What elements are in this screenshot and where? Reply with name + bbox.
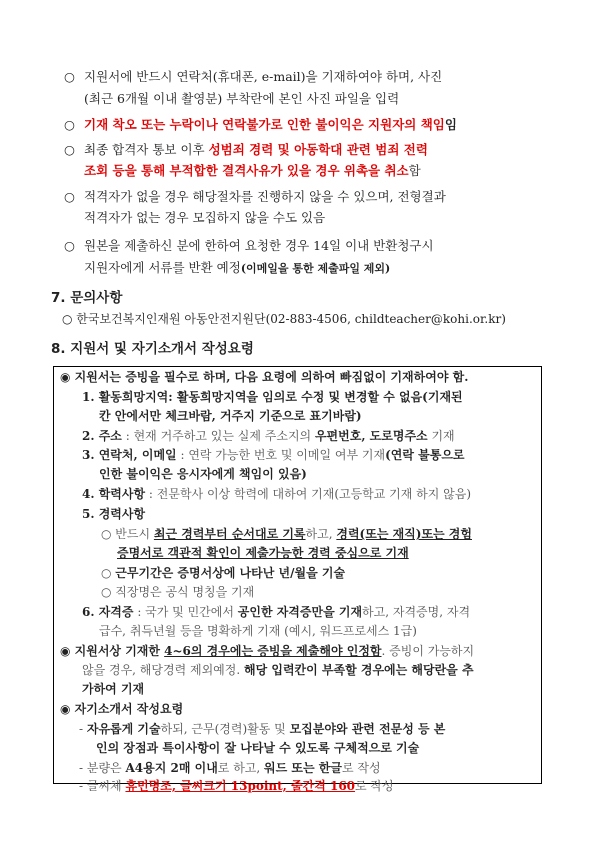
bullet-1-line-1: 지원서에 반드시 연락처(휴대폰, e-mail)을 기재하여야 하며, 사진 xyxy=(84,69,443,84)
text: ○ xyxy=(101,566,116,580)
num: 3. xyxy=(82,448,99,462)
emph: 최근 경력부터 순서대로 기록 xyxy=(153,527,306,541)
guide-item-6-line-2: 급수, 취득년월 등을 명확하게 기재 (예시, 워드프로세스 1급) xyxy=(99,624,417,638)
guide-item-6-line-1 xyxy=(82,604,470,620)
guide-item-3-line-2: 인한 불이익은 응시자에게 책임이 있음) xyxy=(99,467,307,481)
self-intro-item-3 xyxy=(79,778,394,794)
emph: 워드 또는 한글 xyxy=(264,761,342,775)
guide-intro: ◉ 지원서는 증빙을 필수로 하며, 다음 요령에 의하여 빠짐없이 기재하여야 함. xyxy=(60,370,469,384)
text: 로 작성 xyxy=(355,779,394,793)
guide-item-5-sub-3: ○ 직장명은 공식 명칭을 기재 xyxy=(101,585,255,599)
bullet-4-line-1: 적격자가 없을 경우 해당절차를 진행하지 않을 수 있으며, 전형결과 xyxy=(84,189,446,204)
guide-item-3-line-1 xyxy=(82,447,465,463)
text: : 국가 및 민간에서 xyxy=(133,605,238,619)
text: 로 하고, xyxy=(217,761,265,775)
section-8-heading: 8. 지원서 및 자기소개서 작성요령 xyxy=(51,341,254,357)
bullet-3-tail: 함 xyxy=(408,163,421,178)
text: 기재 xyxy=(427,429,455,443)
bullet-2-warning: 기재 착오 또는 누락이나 연락불가로 인한 불이익은 지원자의 책임 xyxy=(84,117,445,132)
bullet-marker: ○ xyxy=(64,69,75,84)
bullet-marker: ○ xyxy=(64,189,75,204)
guide-item-1-line-2: 칸 안에서만 체크바람, 거주지 기준으로 표기바람) xyxy=(99,409,362,423)
bullet-4-line-2: 적격자가 없는 경우 모집하지 않을 수도 있음 xyxy=(84,210,326,225)
bullet-3-line-1 xyxy=(84,142,428,158)
text: . 증빙이 가능하지 xyxy=(381,644,475,658)
bullet-marker: ○ xyxy=(64,117,75,132)
text: - 분량은 xyxy=(79,761,126,775)
self-intro-item-1-line-1 xyxy=(79,721,445,737)
emph: 모집분야와 관련 전문성 등 본 xyxy=(289,722,446,736)
bullet-3-warning-1: 성범죄 경력 및 아동학대 관련 범죄 전력 xyxy=(208,142,428,157)
evidence-note-line-3: 가하여 기재 xyxy=(82,682,145,696)
dash: - xyxy=(79,722,87,736)
section-7-heading: 7. 문의사항 xyxy=(51,290,123,306)
bullet-marker: ○ xyxy=(64,142,75,157)
guide-item-5-sub-1-line-2: 증명서로 객관적 확인이 제출가능한 경력 중심으로 기재 xyxy=(117,546,409,560)
bullet-5-line-1: 원본을 제출하신 분에 한하여 요청한 경우 14일 이내 반환청구시 xyxy=(84,238,434,253)
text: : 전문학사 이상 학력에 대하여 기재(고등학교 기재 하지 않음) xyxy=(145,487,472,501)
bullet-2 xyxy=(84,117,457,133)
self-intro-item-1-line-2: 인의 장점과 특이사항이 잘 나타날 수 있도록 구체적으로 기술 xyxy=(96,741,420,755)
num: 4. xyxy=(82,487,99,501)
label: 자격증 xyxy=(98,605,134,619)
self-intro-item-2 xyxy=(79,760,381,776)
guide-item-5-sub-2 xyxy=(101,565,345,581)
text: ○ 반드시 xyxy=(101,527,154,541)
text: : 연락 가능한 번호 및 이메일 여부 기재 xyxy=(176,448,386,462)
emph: 공인한 자격증만을 기재 xyxy=(237,605,363,619)
emph: 해당 입력칸이 부족할 경우에는 해당란을 추 xyxy=(244,663,474,677)
text: : 현재 거주하고 있는 실제 주소지의 xyxy=(121,429,315,443)
text: - 글씨체 xyxy=(79,779,126,793)
self-intro-heading: ◉ 자기소개서 작성요령 xyxy=(60,702,184,716)
num: 2. xyxy=(82,429,99,443)
guide-item-2 xyxy=(82,428,455,444)
bullet-3-warning-2: 조회 등을 통해 부적합한 결격사유가 있을 경우 위촉을 취소 xyxy=(84,163,409,178)
emph: 경력(또는 재직)또는 경험 xyxy=(336,527,472,541)
bullet-2-tail: 임 xyxy=(444,117,457,132)
emph: (연락 불통으로 xyxy=(385,448,465,462)
text: 로 작성 xyxy=(341,761,381,775)
guide-item-1-line-1: 1. 활동희망지역: 활동희망지역을 임의로 수정 및 변경할 수 없음(기재된 xyxy=(82,390,463,404)
emph: 자유롭게 기술 xyxy=(86,722,161,736)
guide-item-5-sub-1-line-1 xyxy=(101,526,472,542)
evidence-note-line-1 xyxy=(60,643,474,659)
label: 주소 xyxy=(98,429,122,443)
bullet-3-line-2 xyxy=(84,163,421,179)
emph: 근무기간은 증명서상에 나타난 년/월을 기술 xyxy=(115,566,346,580)
label: 학력사항 xyxy=(98,487,146,501)
section-7-contact: ○ 한국보건복지인재원 아동안전지원단(02-883-4506, childteacher@kohi.or.kr) xyxy=(62,312,506,326)
bullet-1-line-2: (최근 6개월 이내 촬영분) 부착란에 본인 사진 파일을 입력 xyxy=(84,91,400,106)
emph: ◉ 지원서상 기재한 xyxy=(60,644,165,658)
emph-red: 휴먼명조, 글씨크기 13point, 줄간격 160 xyxy=(125,779,356,793)
bullet-5-line-2 xyxy=(84,260,390,277)
bullet-5-text: 지원자에게 서류를 반환 예정 xyxy=(84,260,241,275)
emph-underline: 4~6의 경우에는 증빙을 제출해야 인정함 xyxy=(164,644,382,658)
num: 6. xyxy=(82,605,99,619)
evidence-note-line-2 xyxy=(82,662,474,678)
bullet-5-note: (이메일을 통한 제출파일 제외) xyxy=(240,262,391,275)
emph: A4용지 2매 이내 xyxy=(125,761,218,775)
label: 연락처, 이메일 xyxy=(98,448,177,462)
bullet-marker: ○ xyxy=(64,238,75,253)
text: 하되, 근무(경력)활동 및 xyxy=(160,722,290,736)
text: 않을 경우, 해당경력 제외예정. xyxy=(82,663,244,677)
bullet-3-prefix: 최종 합격자 통보 이후 xyxy=(84,142,209,157)
emph: 우편번호, 도로명주소 xyxy=(314,429,428,443)
text: 하고, xyxy=(305,527,337,541)
text: 하고, 자격증명, 자격 xyxy=(362,605,471,619)
guide-item-4 xyxy=(82,486,471,502)
guide-item-5: 5. 경력사항 xyxy=(82,507,146,521)
